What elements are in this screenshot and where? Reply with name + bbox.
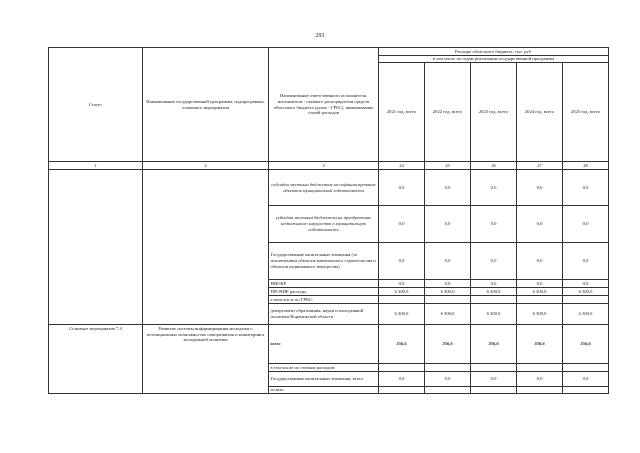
header-year: 2023 год, всего — [471, 63, 517, 162]
row-value: 6 300,0 — [471, 304, 517, 325]
row-value — [425, 364, 471, 372]
column-number: 1 — [49, 162, 143, 170]
row-value — [471, 364, 517, 372]
row-value: 6 300,0 — [563, 304, 609, 325]
row-value: 0,0 — [471, 372, 517, 387]
row-value: 6 300,0 — [379, 288, 425, 296]
row-value — [379, 296, 425, 304]
column-number: 3 — [269, 162, 379, 170]
header-budget-title: Расходы областного бюджета, тыс. руб. — [379, 48, 609, 56]
column-number: 25 — [425, 162, 471, 170]
row-label: субсидии местным бюджетам на софинансирование объектов муниципальной собственности — [269, 170, 379, 206]
row-value: 356,6 — [563, 325, 609, 364]
row-value: 0,0 — [517, 372, 563, 387]
row-value: 0,0 — [471, 280, 517, 288]
header-budget-subtitle: в том числе по годам реализации государственной программы — [379, 56, 609, 63]
table-row — [49, 170, 609, 206]
row-value: 0,0 — [425, 280, 471, 288]
row-value: 0,0 — [425, 243, 471, 280]
header-year: 2022 год, всего — [425, 63, 471, 162]
row-value: 356,6 — [471, 325, 517, 364]
row-label: НИОКР — [269, 280, 379, 288]
row-value: 0,0 — [471, 206, 517, 243]
header-status: Статус — [49, 48, 143, 162]
row-value — [517, 387, 563, 394]
row-value: 0,0 — [563, 280, 609, 288]
row-value: 0,0 — [517, 243, 563, 280]
row-label: из них: — [269, 387, 379, 394]
row-value: 356,6 — [517, 325, 563, 364]
budget-table — [48, 47, 609, 394]
row-value — [563, 364, 609, 372]
header-row-1 — [49, 48, 609, 56]
row-value — [563, 387, 609, 394]
row-label: всего — [269, 325, 379, 364]
row-value: 6 300,0 — [425, 304, 471, 325]
row-value: 6 300,0 — [471, 288, 517, 296]
row-value: 0,0 — [563, 372, 609, 387]
row-label: департамент образования, науки и молодежной политики Воронежской области — [269, 304, 379, 325]
row-value: 0,0 — [517, 206, 563, 243]
column-number: 27 — [517, 162, 563, 170]
row-value: 0,0 — [563, 243, 609, 280]
row-value — [425, 387, 471, 394]
row-value — [379, 364, 425, 372]
column-number-row — [49, 162, 609, 170]
row-value: 0,0 — [517, 170, 563, 206]
row-value: 6 300,0 — [379, 304, 425, 325]
row-value: 0,0 — [379, 280, 425, 288]
row-value — [563, 296, 609, 304]
row-value: 6 300,0 — [563, 288, 609, 296]
row-value — [517, 296, 563, 304]
activity-status: Основное мероприятие 7.4 — [49, 325, 143, 394]
row-value: 0,0 — [563, 170, 609, 206]
row-value — [425, 296, 471, 304]
column-number: 28 — [563, 162, 609, 170]
column-number: 24 — [379, 162, 425, 170]
table-row — [49, 325, 609, 364]
row-value: 0,0 — [379, 206, 425, 243]
row-value: 0,0 — [517, 280, 563, 288]
row-value — [379, 387, 425, 394]
row-value: 0,0 — [425, 170, 471, 206]
row-value: 6 300,0 — [517, 304, 563, 325]
header-executor: Наименование ответственного исполнителя, исполнителя - главного распорядителя средств областного бюджета (далее - ГРБС), наименование статей расходов — [269, 48, 379, 162]
header-year: 2025 год, всего — [563, 63, 609, 162]
row-value: 0,0 — [471, 243, 517, 280]
row-value: 0,0 — [379, 170, 425, 206]
row-label: Государственные капитальные вложения (за исключением объектов капитального строительства и объектов недвижимого имущества) — [269, 243, 379, 280]
row-value: 0,0 — [379, 243, 425, 280]
activity-name: Развитие системы информирования молодежи о потенциальных возможностях саморазвития и мониторинга молодежной политики — [143, 325, 269, 394]
column-number: 26 — [471, 162, 517, 170]
row-value — [517, 364, 563, 372]
row-label: в том числе по статьям расходов: — [269, 364, 379, 372]
column-number: 2 — [143, 162, 269, 170]
row-label: в том числе по ГРБС: — [269, 296, 379, 304]
row-value — [471, 296, 517, 304]
row-value: 6 300,0 — [517, 288, 563, 296]
row-value — [471, 387, 517, 394]
row-label: Государственные капитальные вложения, всего — [269, 372, 379, 387]
program-cell-empty — [143, 170, 269, 325]
row-value: 356,6 — [379, 325, 425, 364]
row-value: 6 300,0 — [425, 288, 471, 296]
header-year: 2021 год, всего — [379, 63, 425, 162]
header-year: 2024 год, всего — [517, 63, 563, 162]
row-value: 356,6 — [425, 325, 471, 364]
header-program: Наименование государственной программы, подпрограммы, основного мероприятия — [143, 48, 269, 162]
row-value: 0,0 — [563, 206, 609, 243]
status-cell-empty — [49, 170, 143, 325]
page-number: 293 — [315, 33, 325, 39]
row-label: ПРОЧИЕ расходы — [269, 288, 379, 296]
row-value: 0,0 — [379, 372, 425, 387]
row-value: 0,0 — [471, 170, 517, 206]
row-value: 0,0 — [425, 206, 471, 243]
row-value: 0,0 — [425, 372, 471, 387]
row-label: субсидии местным бюджетам на приобретение недвижимого имущества в муниципальную собственность — [269, 206, 379, 243]
